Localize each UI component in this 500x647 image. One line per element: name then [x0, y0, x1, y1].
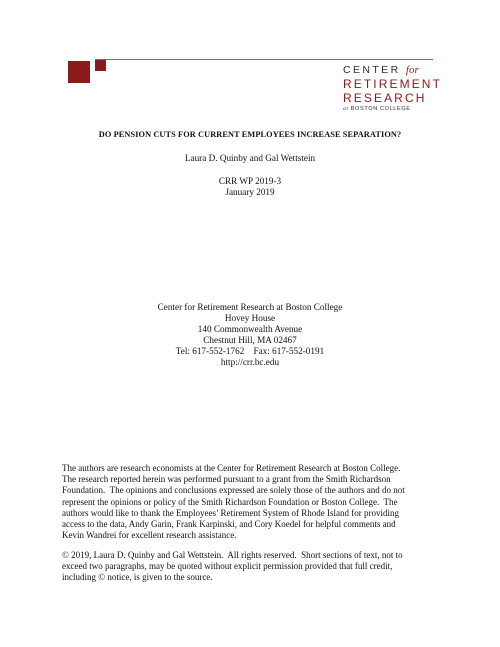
disclaimer-line: Foundation. The opinions and conclusions expressed are solely those of the authors and do not [62, 485, 405, 496]
address-url: http://crr.bc.edu [220, 357, 280, 367]
logo-center-text: CENTER [343, 64, 401, 76]
disclaimer-line: The authors are research economists at the Center for Retirement Research at Boston College. [62, 463, 401, 473]
copyright-line: © 2019, Laura D. Quinby and Gal Wettstein. All rights reserved. Short sections of text, not to [62, 550, 403, 560]
copyright-line: including © notice, is given to the source. [62, 572, 213, 583]
disclaimer-paragraph [62, 463, 442, 541]
paper-number: CRR WP 2019-3 [218, 176, 282, 186]
logo-line-retirement: RETIREMENT [343, 77, 442, 91]
logo-line-boston-college [343, 105, 435, 114]
logo-square-large [68, 61, 90, 83]
paper-date: January 2019 [225, 187, 275, 197]
copyright-paragraph [62, 550, 442, 584]
crr-logo [343, 64, 442, 114]
disclaimer-line: The research reported herein was performed pursuant to a grant from the Smith Richardson [62, 474, 391, 485]
address-org: Center for Retirement Research at Boston College [157, 302, 343, 312]
disclaimer-line: represent the opinions or policy of the Smith Richardson Foundation or Boston College. The [62, 496, 398, 507]
paper-authors: Laura D. Quinby and Gal Wettstein [184, 153, 316, 163]
address-city: Chestnut Hill, MA 02467 [203, 335, 297, 345]
logo-square-small [95, 60, 106, 71]
logo-line-research: RESEARCH [343, 91, 427, 105]
logo-line-center [343, 64, 435, 77]
logo-bc-text: BOSTON COLLEGE [350, 106, 411, 112]
paper-title: DO PENSION CUTS FOR CURRENT EMPLOYEES INCREASE SEPARATION? [98, 130, 402, 139]
address-street: 140 Commonwealth Avenue [197, 324, 303, 334]
header-rule [95, 59, 433, 60]
disclaimer-line: Kevin Wandrei for excellent research assistance. [62, 530, 237, 541]
address-building: Hovey House [224, 313, 276, 323]
logo-for-text: for [405, 64, 419, 76]
disclaimer-line: authors would like to thank the Employees’ Retirement System of Rhode Island for providing [62, 507, 400, 518]
address-phone-fax: Tel: 617-552-1762 Fax: 617-552-0191 [175, 346, 325, 356]
logo-at-text: at [343, 106, 349, 112]
disclaimer-line: access to the data, Andy Garin, Frank Karpinski, and Cory Koedel for helpful comments and [62, 519, 396, 530]
copyright-line: exceed two paragraphs, may be quoted without explicit permission provided that full credit, [62, 561, 393, 572]
